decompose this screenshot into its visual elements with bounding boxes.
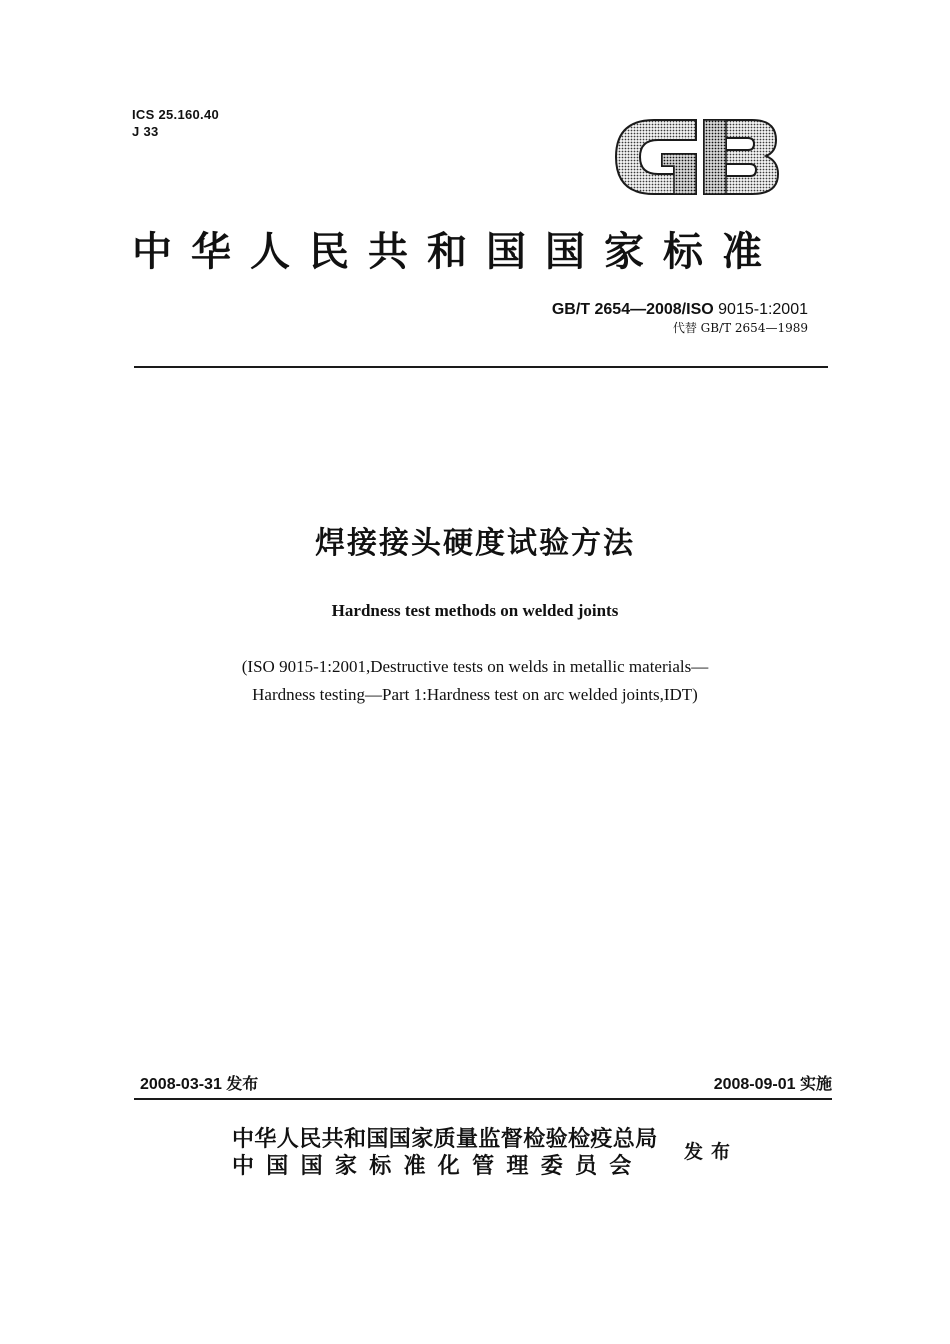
standard-number-prefix: GB/T 2654—2008/ISO (551, 301, 714, 318)
issuer-sac: 中国国家标准化管理委员会 (232, 1154, 644, 1179)
country-standard-title: 中华人民共和国国家标准 (132, 229, 781, 275)
iso-reference-line-2: Hardness testing—Part 1:Hardness test on arc welded joints,IDT) (252, 685, 698, 704)
issuer-aqsiq: 中华人民共和国国家质量监督检验检疫总局 (232, 1127, 658, 1152)
implementation-date: 2008-09-01 实施 (713, 1076, 832, 1093)
issue-date: 2008-03-31 发布 (140, 1076, 259, 1093)
header-divider (134, 366, 828, 368)
standard-number-suffix: 9015-1:2001 (718, 301, 808, 318)
ics-code: ICS 25.160.40 (132, 107, 220, 122)
replaces-standard: 代替 GB/T 2654—1989 (672, 321, 808, 335)
iso-reference-line-1: (ISO 9015-1:2001,Destructive tests on welds in metallic materials— (241, 657, 709, 676)
chinese-title: 焊接接头硬度试验方法 (315, 526, 635, 561)
classification-codes (132, 106, 219, 140)
publish-label: 发布 (684, 1141, 739, 1163)
footer-divider (134, 1098, 832, 1100)
standard-number (440, 300, 808, 320)
ccs-code: J 33 (132, 124, 159, 139)
gb-logo-icon (612, 114, 782, 200)
english-title: Hardness test methods on welded joints (331, 601, 619, 620)
